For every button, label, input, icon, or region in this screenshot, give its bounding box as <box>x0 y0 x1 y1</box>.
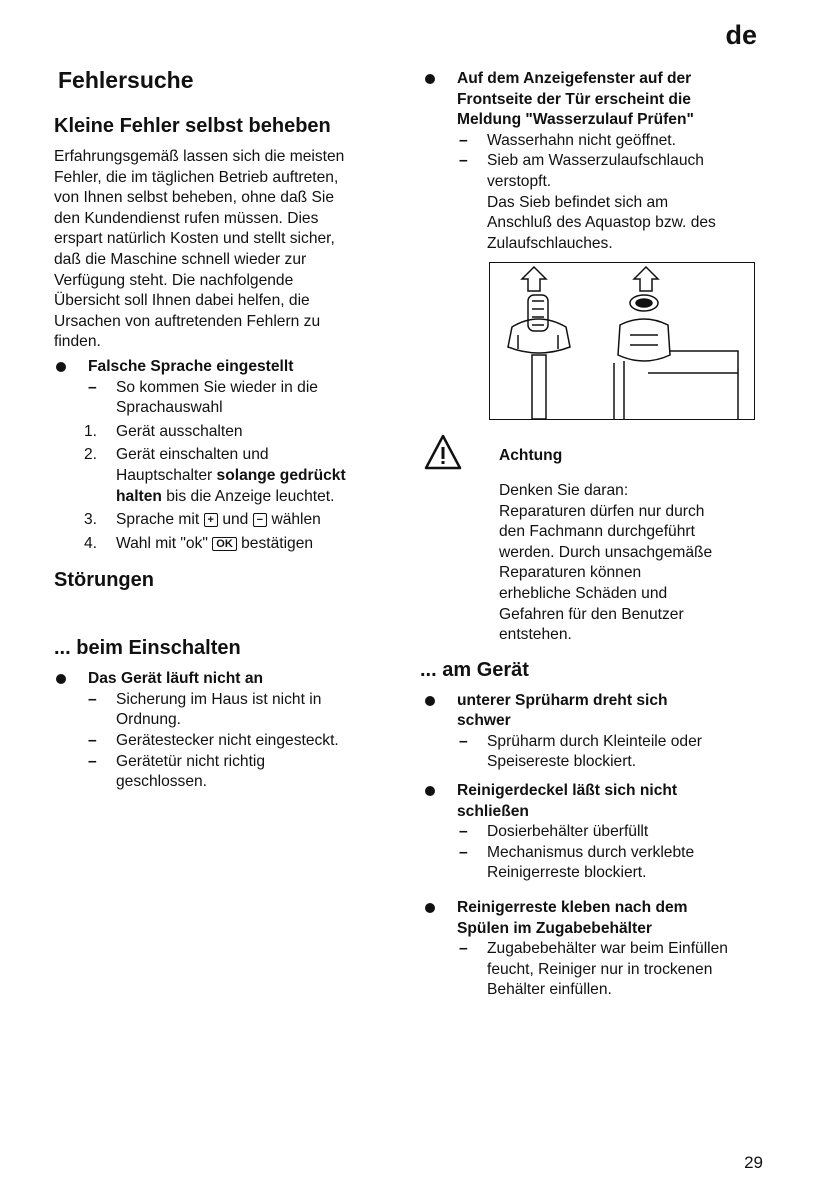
warning-line: Denken Sie daran: <box>499 481 629 499</box>
dash-icon: – <box>88 752 97 770</box>
bullet-device-not-starting: Das Gerät läuft nicht an <box>54 669 399 690</box>
dash-icon: – <box>459 131 468 149</box>
dash-item: – Gerätetür nicht richtig geschlossen. <box>88 752 266 791</box>
bullet-detergent-lid: Reinigerdeckel läßt sich nicht schließen <box>423 781 773 822</box>
dash-icon: – <box>459 152 468 170</box>
bullet-wrong-language: Falsche Sprache eingestellt <box>54 357 399 378</box>
warning-title: Achtung <box>499 447 563 465</box>
language-tag: de <box>725 20 757 50</box>
warning-line: entstehen. <box>499 626 572 644</box>
dash-icon: – <box>459 940 468 958</box>
page-number: 29 <box>744 1153 763 1172</box>
dash-item: – Dosierbehälter überfüllt <box>423 822 773 843</box>
dash-item: – Sicherung im Haus ist nicht in Ordnung. <box>88 690 322 729</box>
ok-key-icon: OK <box>212 537 237 551</box>
dash-item: – Gerätestecker nicht eingesteckt. <box>54 731 399 752</box>
minus-key-icon: − <box>253 513 267 527</box>
bullet-dot-icon <box>425 74 435 84</box>
intro-line: erspart natürlich Kosten und stellt sicher, <box>54 230 335 248</box>
dash-item: – Sieb am Wasserzulaufschlauch verstopft. <box>459 152 704 190</box>
dash-item: – Sprüharm durch Kleinteile oder Speisereste blockiert. <box>459 732 702 771</box>
step-1: 1. Gerät ausschalten <box>84 422 243 440</box>
filter-connector-icon <box>490 263 754 419</box>
dash-icon: – <box>459 732 468 750</box>
warning-line: werden. Durch unsachgemäße <box>499 543 713 561</box>
dash-icon: – <box>88 732 97 750</box>
section-heading-faults: Störungen <box>54 569 154 592</box>
dash-item: – Wasserhahn nicht geöffnet. <box>423 131 773 152</box>
step-4: 4. Wahl mit "ok" OK bestätigen <box>84 534 314 552</box>
warning-line: Gefahren für den Benutzer <box>499 605 684 623</box>
intro-line: von Ihnen selbst beheben, ohne daß Sie <box>54 189 335 207</box>
bullet-spray-arm: unterer Sprüharm dreht sich schwer <box>423 691 773 732</box>
intro-paragraph <box>54 147 399 353</box>
warning-line: Reparaturen können <box>499 564 642 582</box>
dash-item: – Zugabebehälter war beim Einfüllen feucht, Reiniger nur in trockenen Behälter einfüllen. <box>459 940 728 999</box>
warning-line: den Fachmann durchgeführt <box>499 523 695 541</box>
intro-line: Verfügung steht. Die nachfolgende <box>54 271 294 289</box>
dash-icon: – <box>88 378 97 396</box>
page-title: Fehlersuche <box>58 67 194 93</box>
section-heading-on-switching: ... beim Einschalten <box>54 637 241 660</box>
filter-illustration <box>489 262 755 420</box>
section-heading-small-faults: Kleine Fehler selbst beheben <box>54 115 331 137</box>
bullet-dot-icon <box>56 674 66 684</box>
plus-key-icon: + <box>204 513 218 527</box>
bullet-dot-icon <box>425 903 435 913</box>
warning-box <box>423 446 773 645</box>
dash-icon: – <box>459 823 468 841</box>
warning-line: erhebliche Schäden und <box>499 584 668 602</box>
dash-item: – Mechanismus durch verklebte Reinigerreste blockiert. <box>459 843 695 882</box>
bullet-dot-icon <box>425 696 435 706</box>
bullet-dot-icon <box>56 362 66 372</box>
left-column <box>54 66 399 793</box>
dash-icon: – <box>88 690 97 708</box>
dash-item: – So kommen Sie wieder in die Sprachauswahl <box>88 378 318 417</box>
warning-triangle-icon <box>423 432 463 472</box>
intro-line: Ursachen von auftretenden Fehlern zu <box>54 312 321 330</box>
dash-icon: – <box>459 843 468 861</box>
bullet-detergent-residue: Reinigerreste kleben nach dem Spülen im Zugabebehälter <box>423 898 773 939</box>
step-3: 3. Sprache mit + und − wählen <box>84 511 321 529</box>
section-heading-on-device: ... am Gerät <box>420 658 529 681</box>
bullet-water-supply-message: Auf dem Anzeigefenster auf der Frontseite der Tür erscheint die Meldung "Wasserzulauf Prüfen" <box>423 69 773 131</box>
warning-line: Reparaturen dürfen nur durch <box>499 502 705 520</box>
intro-line: daß die Maschine schnell wieder zur <box>54 250 307 268</box>
intro-line: Übersicht soll Ihnen dabei helfen, die <box>54 292 310 310</box>
filter-location-note: Das Sieb befindet sich am Anschluß des Aquastop bzw. des Zulaufschlauches. <box>487 193 716 252</box>
bullet-dot-icon <box>425 786 435 796</box>
intro-line: Fehler, die im täglichen Betrieb auftreten, <box>54 168 339 186</box>
right-column <box>420 69 773 1001</box>
intro-line: Erfahrungsgemäß lassen sich die meisten <box>54 148 345 165</box>
step-2: 2. Gerät einschalten und Hauptschalter solange gedrückt halten bis die Anzeige leuchtet. <box>84 446 346 505</box>
intro-line: den Kundendienst rufen müssen. Dies <box>54 209 319 227</box>
intro-line: finden. <box>54 333 101 351</box>
